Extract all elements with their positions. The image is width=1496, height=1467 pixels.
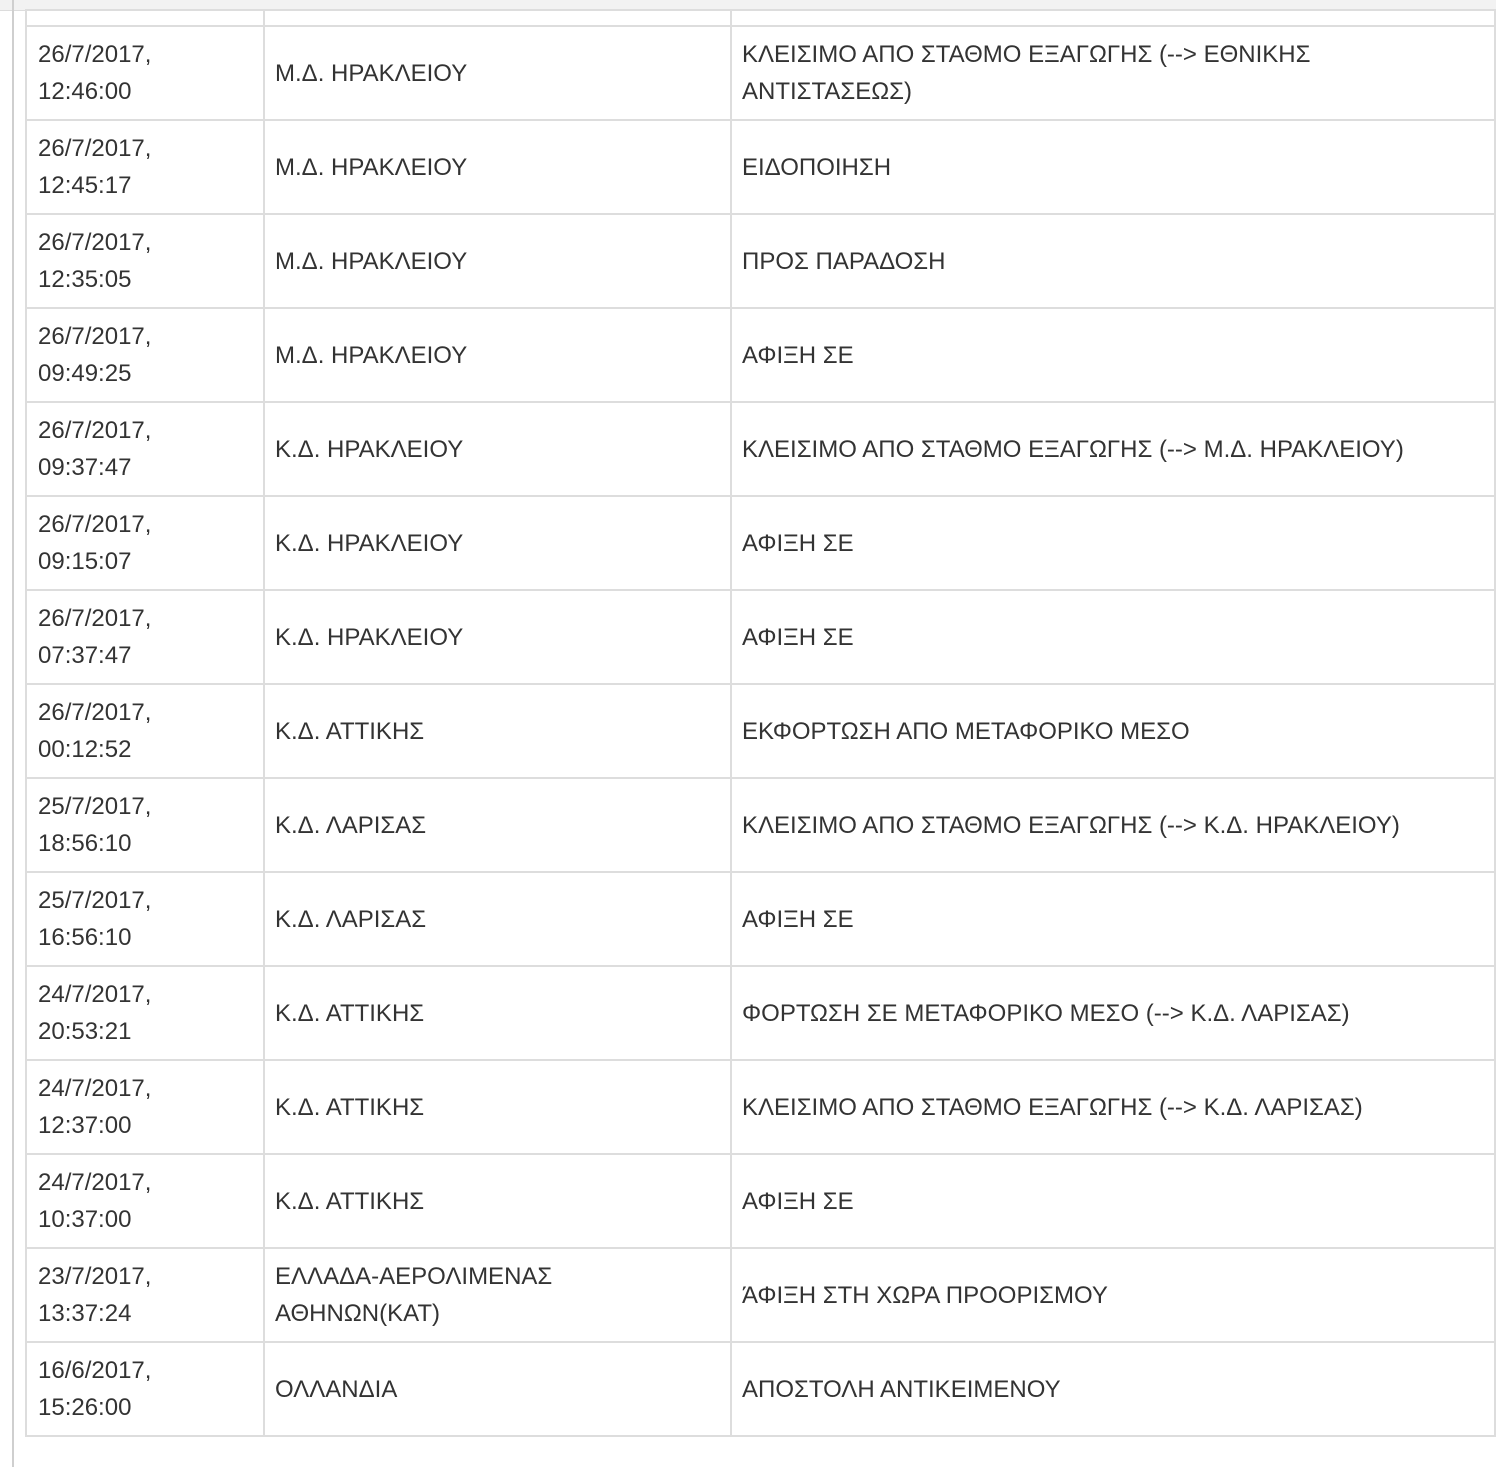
status-cell: ΦΟΡΤΩΣΗ ΣΕ ΜΕΤΑΦΟΡΙΚΟ ΜΕΣΟ (--> Κ.Δ. ΛΑΡΙΣΑΣ) <box>731 966 1495 1060</box>
datetime-cell <box>26 778 264 872</box>
location-cell: Κ.Δ. ΛΑΡΙΣΑΣ <box>264 778 731 872</box>
table-row <box>26 590 1495 684</box>
date-text: 24/7/2017, <box>38 1169 152 1196</box>
date-text: 26/7/2017, <box>38 41 152 68</box>
status-cell: ΆΦΙΞΗ ΣΤΗ ΧΩΡΑ ΠΡΟΟΡΙΣΜΟΥ <box>731 1248 1495 1342</box>
datetime-cell <box>26 308 264 402</box>
status-cell: ΑΦΙΞΗ ΣΕ <box>731 308 1495 402</box>
date-text: 23/7/2017, <box>38 1263 152 1290</box>
time-text: 16:56:10 <box>38 924 132 951</box>
table-cell <box>731 10 1495 26</box>
date-text: 26/7/2017, <box>38 511 152 538</box>
datetime-cell <box>26 402 264 496</box>
status-cell: ΑΦΙΞΗ ΣΕ <box>731 590 1495 684</box>
location-cell: Κ.Δ. ΗΡΑΚΛΕΙΟΥ <box>264 402 731 496</box>
status-cell: ΚΛΕΙΣΙΜΟ ΑΠΟ ΣΤΑΘΜΟ ΕΞΑΓΩΓΗΣ (--> Κ.Δ. ΗΡΑΚΛΕΙΟΥ) <box>731 778 1495 872</box>
table-row <box>26 214 1495 308</box>
table-row <box>26 120 1495 214</box>
table-row <box>26 1060 1495 1154</box>
time-text: 12:45:17 <box>38 172 132 199</box>
location-cell: Κ.Δ. ΑΤΤΙΚΗΣ <box>264 966 731 1060</box>
datetime-cell <box>26 26 264 120</box>
location-cell: Μ.Δ. ΗΡΑΚΛΕΙΟΥ <box>264 214 731 308</box>
datetime-cell <box>26 1248 264 1342</box>
status-cell: ΚΛΕΙΣΙΜΟ ΑΠΟ ΣΤΑΘΜΟ ΕΞΑΓΩΓΗΣ (--> Μ.Δ. ΗΡΑΚΛΕΙΟΥ) <box>731 402 1495 496</box>
datetime-cell <box>26 496 264 590</box>
location-cell: Κ.Δ. ΑΤΤΙΚΗΣ <box>264 684 731 778</box>
table-row <box>26 1154 1495 1248</box>
datetime-cell <box>26 872 264 966</box>
time-text: 15:26:00 <box>38 1394 132 1421</box>
tracking-table-body <box>26 10 1495 1436</box>
date-text: 26/7/2017, <box>38 135 152 162</box>
date-text: 25/7/2017, <box>38 887 152 914</box>
date-text: 26/7/2017, <box>38 229 152 256</box>
time-text: 20:53:21 <box>38 1018 132 1045</box>
location-cell: Κ.Δ. ΗΡΑΚΛΕΙΟΥ <box>264 590 731 684</box>
location-cell: ΟΛΛΑΝΔΙΑ <box>264 1342 731 1436</box>
table-cell <box>26 10 264 26</box>
status-cell: ΑΠΟΣΤΟΛΗ ΑΝΤΙΚΕΙΜΕΝΟΥ <box>731 1342 1495 1436</box>
table-row <box>26 872 1495 966</box>
time-text: 12:46:00 <box>38 78 132 105</box>
left-border <box>12 0 14 1467</box>
table-row <box>26 966 1495 1060</box>
time-text: 07:37:47 <box>38 642 132 669</box>
location-cell: Μ.Δ. ΗΡΑΚΛΕΙΟΥ <box>264 26 731 120</box>
time-text: 09:49:25 <box>38 360 132 387</box>
location-cell: Κ.Δ. ΑΤΤΙΚΗΣ <box>264 1060 731 1154</box>
table-row <box>26 496 1495 590</box>
time-text: 09:15:07 <box>38 548 132 575</box>
status-cell: ΠΡΟΣ ΠΑΡΑΔΟΣΗ <box>731 214 1495 308</box>
date-text: 24/7/2017, <box>38 1075 152 1102</box>
time-text: 00:12:52 <box>38 736 132 763</box>
date-text: 24/7/2017, <box>38 981 152 1008</box>
time-text: 13:37:24 <box>38 1300 132 1327</box>
location-cell: Κ.Δ. ΗΡΑΚΛΕΙΟΥ <box>264 496 731 590</box>
time-text: 18:56:10 <box>38 830 132 857</box>
status-cell: ΚΛΕΙΣΙΜΟ ΑΠΟ ΣΤΑΘΜΟ ΕΞΑΓΩΓΗΣ (--> Κ.Δ. ΛΑΡΙΣΑΣ) <box>731 1060 1495 1154</box>
table-row <box>26 26 1495 120</box>
date-text: 16/6/2017, <box>38 1357 152 1384</box>
date-text: 26/7/2017, <box>38 323 152 350</box>
date-text: 26/7/2017, <box>38 605 152 632</box>
table-row <box>26 778 1495 872</box>
table-row <box>26 308 1495 402</box>
table-row <box>26 1248 1495 1342</box>
status-cell: ΑΦΙΞΗ ΣΕ <box>731 1154 1495 1248</box>
date-text: 25/7/2017, <box>38 793 152 820</box>
location-cell: Μ.Δ. ΗΡΑΚΛΕΙΟΥ <box>264 308 731 402</box>
tracking-table <box>25 9 1496 1437</box>
time-text: 09:37:47 <box>38 454 132 481</box>
table-row <box>26 1342 1495 1436</box>
location-cell: Μ.Δ. ΗΡΑΚΛΕΙΟΥ <box>264 120 731 214</box>
time-text: 10:37:00 <box>38 1206 132 1233</box>
status-cell: ΑΦΙΞΗ ΣΕ <box>731 496 1495 590</box>
datetime-cell <box>26 214 264 308</box>
status-cell: ΕΚΦΟΡΤΩΣΗ ΑΠΟ ΜΕΤΑΦΟΡΙΚΟ ΜΕΣΟ <box>731 684 1495 778</box>
datetime-cell <box>26 590 264 684</box>
datetime-cell <box>26 120 264 214</box>
date-text: 26/7/2017, <box>38 699 152 726</box>
table-row <box>26 684 1495 778</box>
datetime-cell <box>26 1154 264 1248</box>
datetime-cell <box>26 684 264 778</box>
time-text: 12:35:05 <box>38 266 132 293</box>
table-cell <box>264 10 731 26</box>
location-cell: Κ.Δ. ΑΤΤΙΚΗΣ <box>264 1154 731 1248</box>
location-cell: ΕΛΛΑΔΑ-ΑΕΡΟΛΙΜΕΝΑΣ ΑΘΗΝΩΝ(ΚΑΤ) <box>264 1248 731 1342</box>
location-cell: Κ.Δ. ΛΑΡΙΣΑΣ <box>264 872 731 966</box>
table-row <box>26 402 1495 496</box>
table-row-partial <box>26 10 1495 26</box>
time-text: 12:37:00 <box>38 1112 132 1139</box>
status-cell: ΑΦΙΞΗ ΣΕ <box>731 872 1495 966</box>
date-text: 26/7/2017, <box>38 417 152 444</box>
datetime-cell <box>26 1060 264 1154</box>
datetime-cell <box>26 966 264 1060</box>
status-cell: ΕΙΔΟΠΟΙΗΣΗ <box>731 120 1495 214</box>
status-cell: ΚΛΕΙΣΙΜΟ ΑΠΟ ΣΤΑΘΜΟ ΕΞΑΓΩΓΗΣ (--> ΕΘΝΙΚΗΣ ΑΝΤΙΣΤΑΣΕΩΣ) <box>731 26 1495 120</box>
datetime-cell <box>26 1342 264 1436</box>
